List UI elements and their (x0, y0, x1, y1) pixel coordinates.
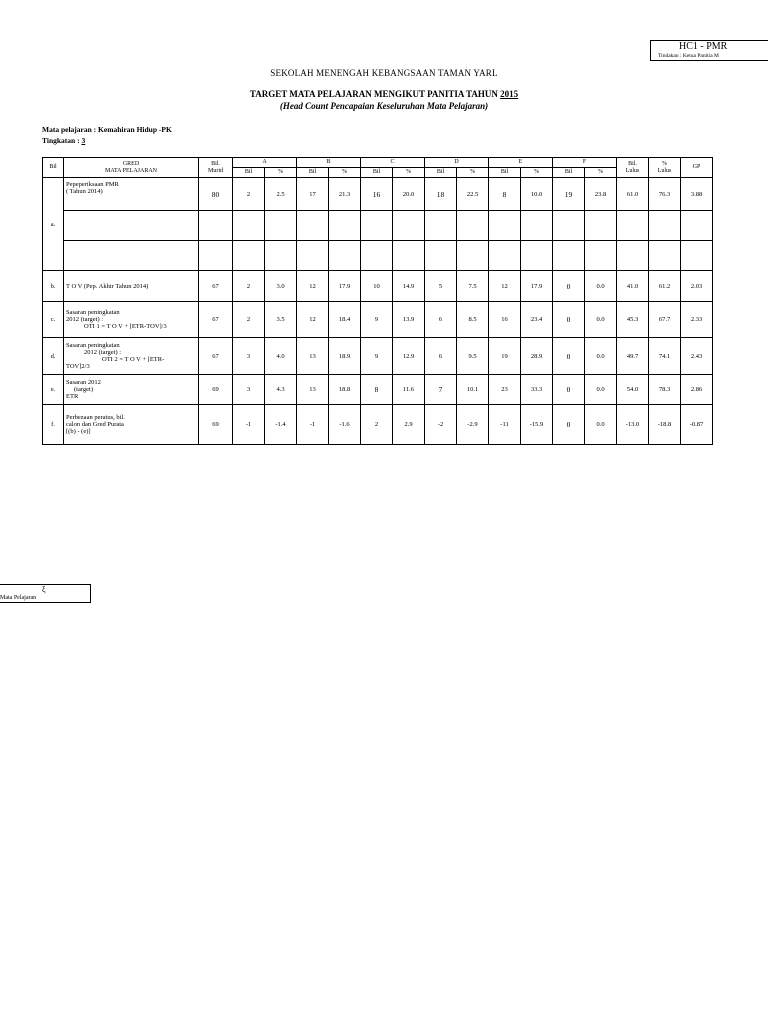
row-description-line: T O V (Pep. Akhir Tahun 2014) (66, 282, 149, 290)
page-title-text: TARGET MATA PELAJARAN MENGIKUT PANITIA TAHUN (249, 89, 501, 99)
cell-f-pct: 0.0 (585, 338, 617, 375)
row-description-line: Sasaran 2012 (66, 379, 101, 386)
cell-b-bil: 12 (297, 302, 329, 338)
cell-c-bil: 9 (361, 302, 393, 338)
cell-a-pct: 4.3 (265, 375, 297, 405)
row-description-line: calon dan Gred Purata (66, 421, 124, 428)
empty-cell (649, 241, 681, 271)
cell-e-bil: 8 (489, 178, 521, 211)
cell-d-bil: -2 (425, 405, 457, 445)
row-description (64, 375, 199, 405)
header-grade-d: D (425, 158, 489, 168)
cell-e-pct: 23.4 (521, 302, 553, 338)
page-title (0, 89, 768, 99)
cell-c-bil: 16 (361, 178, 393, 211)
cell-e-bil: -11 (489, 405, 521, 445)
empty-cell (64, 241, 199, 271)
cell-d-pct: 8.5 (457, 302, 489, 338)
cell-bil-lulus: 45.3 (617, 302, 649, 338)
cell-f-bil: 0 (553, 271, 585, 302)
empty-cell (64, 211, 199, 241)
cell-f-pct: 0.0 (585, 302, 617, 338)
row-description-line: OTI 2 = T O V + [ETR- (102, 356, 165, 363)
cell-e-bil: 12 (489, 271, 521, 302)
sub-header-bil: Bil (489, 168, 521, 178)
cell-d-bil: 6 (425, 338, 457, 375)
row-label: c. (43, 302, 64, 338)
cell-bil-murid: 67 (199, 271, 233, 302)
empty-cell (681, 211, 713, 241)
row-description (64, 405, 199, 445)
cell-gp: 2.43 (681, 338, 713, 375)
cell-bil-murid: 80 (199, 178, 233, 211)
cell-d-pct: 22.5 (457, 178, 489, 211)
cell-c-pct: 11.6 (393, 375, 425, 405)
sub-header-bil: Bil (425, 168, 457, 178)
cell-a-bil: 3 (233, 338, 265, 375)
signature-box (0, 584, 91, 603)
sub-header-bil: Bil (297, 168, 329, 178)
sub-header-bil: Bil (361, 168, 393, 178)
cell-gp: -0.87 (681, 405, 713, 445)
row-description-line: Sasaran peningkatan (66, 342, 120, 349)
cell-gp: 2.33 (681, 302, 713, 338)
cell-c-pct: 14.9 (393, 271, 425, 302)
cell-f-bil: 0 (553, 405, 585, 445)
row-description-line: Perbezaan peratus, bil. (66, 414, 125, 421)
cell-f-bil: 19 (553, 178, 585, 211)
cell-a-bil: 2 (233, 271, 265, 302)
empty-cell (585, 241, 617, 271)
cell-a-bil: -1 (233, 405, 265, 445)
empty-cell (457, 211, 489, 241)
table-row (43, 405, 713, 445)
cell-bil-lulus: 41.0 (617, 271, 649, 302)
cell-pct-lulus: 76.3 (649, 178, 681, 211)
row-description-line: 2012 (target) : (66, 316, 104, 323)
empty-cell (649, 211, 681, 241)
empty-cell (521, 241, 553, 271)
cell-bil-lulus: -13.0 (617, 405, 649, 445)
table-row (43, 271, 713, 302)
cell-bil-lulus: 61.0 (617, 178, 649, 211)
header-gred (64, 158, 199, 178)
cell-b-pct: 17.9 (329, 271, 361, 302)
cell-c-pct: 13.9 (393, 302, 425, 338)
table-row-empty (43, 241, 713, 271)
cell-d-bil: 6 (425, 302, 457, 338)
header-pct-lulus-1: % (662, 160, 667, 167)
cell-e-bil: 19 (489, 338, 521, 375)
cell-a-pct: 2.5 (265, 178, 297, 211)
cell-e-pct: 33.3 (521, 375, 553, 405)
cell-b-pct: -1.6 (329, 405, 361, 445)
cell-e-pct: 17.9 (521, 271, 553, 302)
cell-b-pct: 21.3 (329, 178, 361, 211)
empty-cell (329, 241, 361, 271)
row-description-line: ( Tahun 2014) (66, 188, 103, 195)
row-description-line: (target) (74, 386, 94, 393)
cell-bil-murid: 69 (199, 375, 233, 405)
empty-cell (425, 241, 457, 271)
sub-header-pct: % (265, 168, 297, 178)
cell-b-bil: -1 (297, 405, 329, 445)
empty-cell (457, 241, 489, 271)
cell-a-pct: 3.0 (265, 271, 297, 302)
form-action-note: Tindakan : Ketua Panitia M (658, 53, 719, 59)
empty-cell (329, 211, 361, 241)
row-label: a. (43, 178, 64, 271)
cell-bil-lulus: 49.7 (617, 338, 649, 375)
header-grade-b: B (297, 158, 361, 168)
sub-header-pct: % (393, 168, 425, 178)
empty-cell (199, 241, 233, 271)
page-title-year: 2015 (500, 89, 519, 99)
table-row (43, 338, 713, 375)
header-gp: GP (681, 158, 713, 178)
empty-cell (489, 211, 521, 241)
header-bil-lulus-2: Lulus (625, 167, 640, 174)
empty-cell (521, 211, 553, 241)
header-row-1 (43, 158, 713, 168)
cell-c-pct: 20.0 (393, 178, 425, 211)
empty-cell (489, 241, 521, 271)
form-code: HC1 - PMR (679, 41, 728, 52)
cell-pct-lulus: 78.3 (649, 375, 681, 405)
sub-header-pct: % (585, 168, 617, 178)
row-description-line: TOV]2/3 (66, 363, 90, 370)
cell-bil-murid: 69 (199, 405, 233, 445)
header-mata-label: MATA PELAJARAN (104, 167, 158, 174)
cell-d-pct: 10.1 (457, 375, 489, 405)
row-description-line: [(b) - (e)] (66, 428, 91, 435)
cell-a-bil: 2 (233, 178, 265, 211)
form-code-box (650, 40, 768, 61)
empty-cell (553, 211, 585, 241)
header-grade-c: C (361, 158, 425, 168)
empty-cell (681, 241, 713, 271)
table-row (43, 375, 713, 405)
cell-b-bil: 17 (297, 178, 329, 211)
row-description (64, 302, 199, 338)
subject-line: Mata pelajaran : Kemahiran Hidup -PK (42, 125, 172, 134)
cell-c-pct: 12.9 (393, 338, 425, 375)
row-label: b. (43, 271, 64, 302)
target-table (42, 157, 713, 445)
row-description-line: 2012 (target) : (84, 349, 122, 356)
table-row-empty (43, 211, 713, 241)
empty-cell (297, 241, 329, 271)
sub-header-bil: Bil (553, 168, 585, 178)
cell-f-bil: 0 (553, 375, 585, 405)
cell-e-bil: 16 (489, 302, 521, 338)
header-pct-lulus (649, 158, 681, 178)
cell-b-pct: 18.4 (329, 302, 361, 338)
cell-c-bil: 9 (361, 338, 393, 375)
cell-a-pct: -1.4 (265, 405, 297, 445)
row-description-line: OTI 1 = T O V + [ETR-TOV]/3 (84, 323, 167, 330)
cell-pct-lulus: 67.7 (649, 302, 681, 338)
cell-gp: 2.86 (681, 375, 713, 405)
table-row (43, 178, 713, 211)
cell-c-bil: 2 (361, 405, 393, 445)
empty-cell (361, 211, 393, 241)
table-row (43, 302, 713, 338)
empty-cell (617, 241, 649, 271)
cell-e-pct: -15.9 (521, 405, 553, 445)
empty-cell (361, 241, 393, 271)
cell-gp: 3.88 (681, 178, 713, 211)
row-label: d. (43, 338, 64, 375)
cell-c-bil: 10 (361, 271, 393, 302)
cell-pct-lulus: 74.1 (649, 338, 681, 375)
empty-cell (233, 241, 265, 271)
cell-e-pct: 10.0 (521, 178, 553, 211)
empty-cell (265, 211, 297, 241)
empty-cell (393, 211, 425, 241)
cell-bil-murid: 67 (199, 302, 233, 338)
cell-b-bil: 12 (297, 271, 329, 302)
sub-header-bil: Bil (233, 168, 265, 178)
cell-a-pct: 4.0 (265, 338, 297, 375)
empty-cell (585, 211, 617, 241)
empty-cell (297, 211, 329, 241)
sub-header-pct: % (329, 168, 361, 178)
school-name: SEKOLAH MENENGAH KEBANGSAAN TAMAN YARL (270, 68, 498, 78)
cell-d-pct: 9.5 (457, 338, 489, 375)
cell-pct-lulus: 61.2 (649, 271, 681, 302)
header-bil-murid-2: Murid (208, 167, 223, 174)
cell-a-bil: 3 (233, 375, 265, 405)
empty-cell (233, 211, 265, 241)
cell-d-pct: 7.5 (457, 271, 489, 302)
cell-b-pct: 18.8 (329, 375, 361, 405)
header-grade-f: F (553, 158, 617, 168)
cell-f-pct: 0.0 (585, 271, 617, 302)
row-label: f. (43, 405, 64, 445)
cell-c-bil: 8 (361, 375, 393, 405)
empty-cell (199, 211, 233, 241)
header-grade-a: A (233, 158, 297, 168)
header-bil-lulus-1: Bil. (628, 160, 637, 167)
row-description-line: Sasaran peningkatan (66, 309, 120, 316)
level-line (42, 136, 85, 145)
cell-e-pct: 28.9 (521, 338, 553, 375)
empty-cell (553, 241, 585, 271)
header-grade-e: E (489, 158, 553, 168)
level-label: Tingkatan : (42, 136, 82, 145)
header-bil-murid (199, 158, 233, 178)
cell-f-pct: 0.0 (585, 405, 617, 445)
cell-f-pct: 0.0 (585, 375, 617, 405)
header-bil-lulus (617, 158, 649, 178)
empty-cell (393, 241, 425, 271)
cell-b-bil: 13 (297, 338, 329, 375)
cell-d-bil: 5 (425, 271, 457, 302)
row-description (64, 178, 199, 211)
cell-d-pct: -2.9 (457, 405, 489, 445)
level-value: 3 (81, 136, 86, 145)
cell-b-pct: 18.9 (329, 338, 361, 375)
cell-a-bil: 2 (233, 302, 265, 338)
signature-mark: ξ (42, 585, 46, 594)
cell-pct-lulus: -18.8 (649, 405, 681, 445)
row-description (64, 271, 199, 302)
cell-a-pct: 3.5 (265, 302, 297, 338)
row-description-line: ETR (66, 393, 79, 400)
cell-c-pct: 2.9 (393, 405, 425, 445)
row-description (64, 338, 199, 375)
cell-bil-lulus: 54.0 (617, 375, 649, 405)
header-pct-lulus-2: Lulus (657, 167, 672, 174)
cell-d-bil: 18 (425, 178, 457, 211)
empty-cell (617, 211, 649, 241)
cell-f-bil: 0 (553, 302, 585, 338)
sub-header-pct: % (457, 168, 489, 178)
cell-f-pct: 23.8 (585, 178, 617, 211)
row-description-line: Pepeperiksaan PMR (66, 181, 119, 188)
page-subtitle: (Head Count Pencapaian Keseluruhan Mata Pelajaran) (279, 101, 489, 111)
cell-d-bil: 7 (425, 375, 457, 405)
cell-b-bil: 13 (297, 375, 329, 405)
sub-header-pct: % (521, 168, 553, 178)
header-bil-murid-1: Bil. (211, 160, 220, 167)
cell-bil-murid: 67 (199, 338, 233, 375)
cell-f-bil: 0 (553, 338, 585, 375)
header-gred-label: GRED (122, 160, 140, 167)
signature-note: Mata Pelajaran (0, 595, 37, 601)
cell-e-bil: 23 (489, 375, 521, 405)
row-label: e. (43, 375, 64, 405)
cell-gp: 2.03 (681, 271, 713, 302)
empty-cell (265, 241, 297, 271)
empty-cell (425, 211, 457, 241)
header-bil: Bil (43, 158, 64, 178)
